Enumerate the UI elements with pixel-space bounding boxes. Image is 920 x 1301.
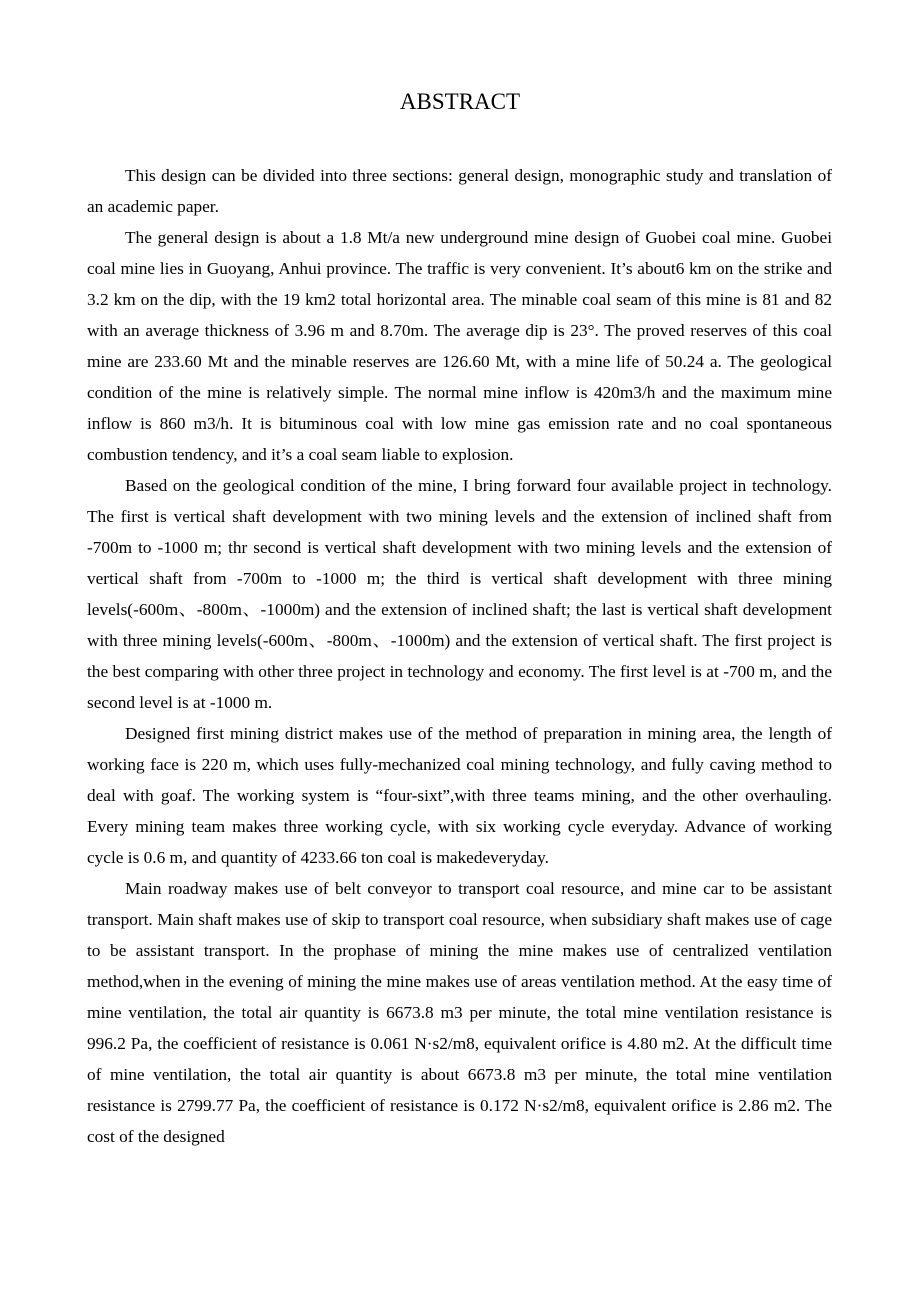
abstract-body bbox=[87, 160, 832, 1152]
paragraph-mining-district: Designed first mining district makes use of the method of preparation in mining area, the length of working face is 220 m, which uses fully-mechanized coal mining technology, and fully caving method to deal with goaf. The working system is “four-sixt”,with three teams mining, and the other overhauling. Every mining team makes three working cycle, with six working cycle everyday. Advance of working cycle is 0.6 m, and quantity of 4233.66 ton coal is makedeveryday. bbox=[87, 724, 832, 867]
paragraph-projects: Based on the geological condition of the mine, I bring forward four available project in technology. The first is vertical shaft development with two mining levels and the extension of inclined shaft from -700m to -1000 m; thr second is vertical shaft development with two mining levels and the extension of vertical shaft from -700m to -1000 m; the third is vertical shaft development with three mining levels(-600m、-800m、-1000m) and the extension of inclined shaft; the last is vertical shaft development with three mining levels(-600m、-800m、-1000m) and the extension of vertical shaft. The first project is the best comparing with other three project in technology and economy. The first level is at -700 m, and the second level is at -1000 m. bbox=[87, 476, 832, 712]
paragraph-transport-ventilation: Main roadway makes use of belt conveyor to transport coal resource, and mine car to be assistant transport. Main shaft makes use of skip to transport coal resource, when subsidiary shaft makes use of cage to be assistant transport. In the prophase of mining the mine makes use of centralized ventilation method,when in the evening of mining the mine makes use of areas ventilation method. At the easy time of mine ventilation, the total air quantity is 6673.8 m3 per minute, the total mine ventilation resistance is 996.2 Pa, the coefficient of resistance is 0.061 N·s2/m8, equivalent orifice is 4.80 m2. At the difficult time of mine ventilation, the total air quantity is about 6673.8 m3 per minute, the total mine ventilation resistance is 2799.77 Pa, the coefficient of resistance is 0.172 N·s2/m8, equivalent orifice is 2.86 m2. The cost of the designed bbox=[87, 879, 832, 1146]
paragraph-general-design: The general design is about a 1.8 Mt/a new underground mine design of Guobei coal mine. Guobei coal mine lies in Guoyang, Anhui province. The traffic is very convenient. It’s about6 km on the strike and 3.2 km on the dip, with the 19 km2 total horizontal area. The minable coal seam of this mine is 81 and 82 with an average thickness of 3.96 m and 8.70m. The average dip is 23°. The proved reserves of this coal mine are 233.60 Mt and the minable reserves are 126.60 Mt, with a mine life of 50.24 a. The geological condition of the mine is relatively simple. The normal mine inflow is 420m3/h and the maximum mine inflow is 860 m3/h. It is bituminous coal with low mine gas emission rate and no coal spontaneous combustion tendency, and it’s a coal seam liable to explosion. bbox=[87, 228, 832, 464]
paragraph-intro: This design can be divided into three sections: general design, monographic study and translation of an academic paper. bbox=[87, 166, 832, 216]
page-title: ABSTRACT bbox=[399, 89, 521, 114]
